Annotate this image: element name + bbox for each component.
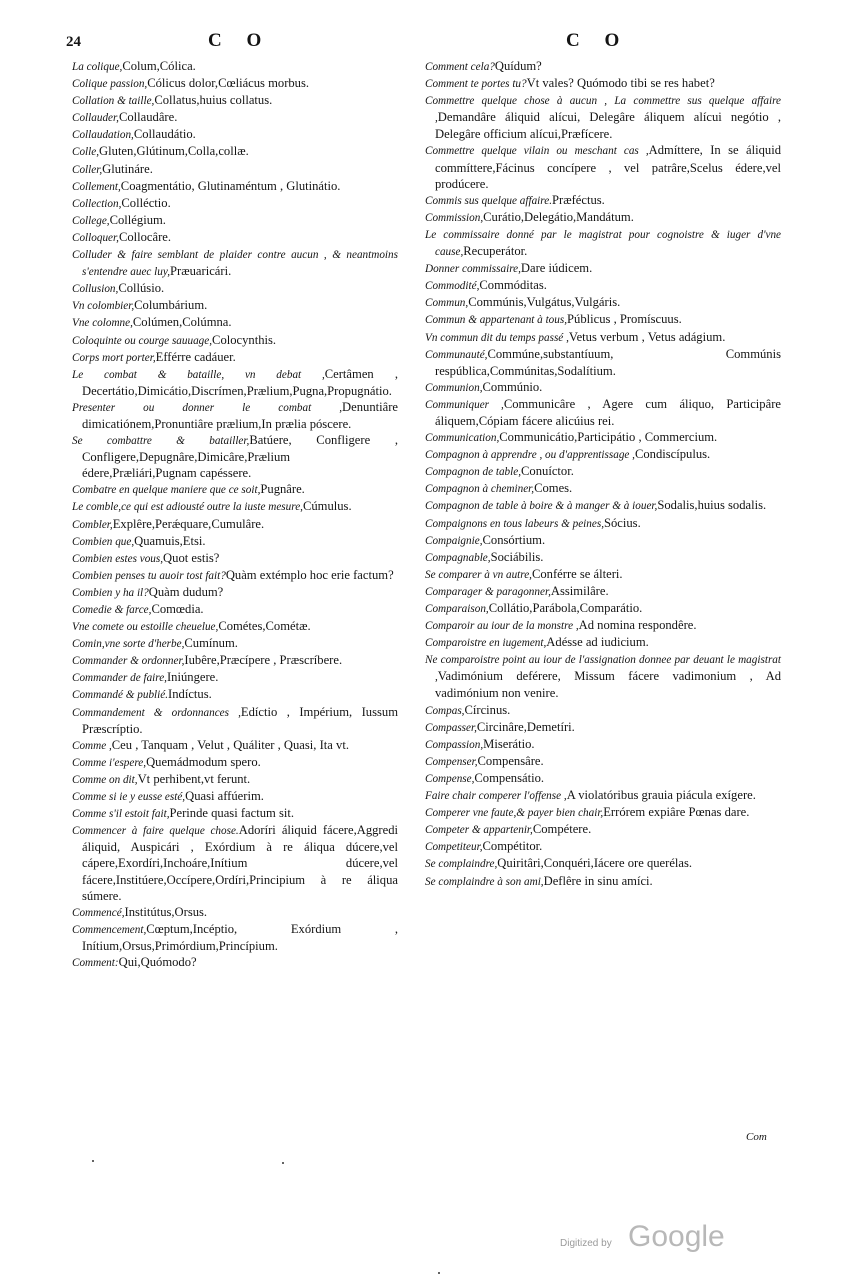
- entry-french-headword: Coller,: [72, 163, 103, 176]
- entry-french-headword: Competiteur,: [425, 841, 483, 854]
- entry-latin-gloss: Ad nomina respondêre.: [578, 618, 697, 633]
- entry-latin-gloss: Círcinus.: [464, 702, 511, 717]
- entry-latin-gloss: Certâmen , Decertátio,Dimicátio,Discrímen,Prælium,Pugna,Propugnátio.: [82, 366, 398, 398]
- entry-latin-gloss: Efférre cadáuer.: [155, 349, 236, 364]
- entry-french-headword: Comment:: [72, 956, 119, 969]
- entry-french-headword: Collection,: [72, 197, 122, 210]
- dictionary-entry: [72, 212, 398, 229]
- entry-latin-gloss: Batúere, Confligere , Confligere,Depugnâre,Dimicâre,Prælium édere,Præliári,Pugnam capéssere.: [82, 433, 399, 481]
- entry-latin-gloss: Recuperátor.: [463, 244, 528, 259]
- dictionary-entry: [72, 75, 398, 92]
- dictionary-entry: [425, 787, 781, 804]
- dictionary-entry: [72, 92, 398, 109]
- entry-french-headword: Vne comete ou estoille cheuelue,: [72, 621, 219, 634]
- entry-french-headword: Commettre quelque vilain ou meschant cas ,: [425, 145, 649, 158]
- entry-latin-gloss: Conuíctor.: [521, 464, 574, 479]
- entry-french-headword: Combatre en quelque maniere que ce soit,: [72, 484, 261, 497]
- entry-latin-gloss: Vadimónium deférere, Missum fácere vadimonium , Ad vadimónium non venire.: [435, 669, 781, 701]
- entry-french-headword: Le commissaire donné par le magistrat pour cognoistre & iuger d'vne cause,: [425, 228, 781, 259]
- entry-latin-gloss: Compensátio.: [474, 770, 545, 785]
- entry-french-headword: Comparaison,: [425, 603, 489, 615]
- entry-french-headword: Commodité,: [425, 280, 480, 293]
- dictionary-entry: [425, 855, 781, 872]
- dictionary-entry: [425, 294, 781, 311]
- entry-latin-gloss: Sodalis,huius sodalis.: [657, 498, 767, 513]
- entry-french-headword: Collusion,: [72, 283, 119, 296]
- entry-french-headword: Le combat & bataille, vn debat ,: [72, 368, 325, 381]
- dictionary-entry: [425, 838, 781, 855]
- dictionary-entry: [425, 192, 781, 209]
- entry-french-headword: Combien penses tu auoir tost fait?: [72, 569, 226, 582]
- entry-latin-gloss: Coagmentátio, Glutinaméntum , Glutinátio.: [120, 178, 341, 193]
- entry-french-headword: Compagnon à apprendre , ou d'apprentissage ,: [425, 449, 635, 462]
- entry-french-headword: Vn colombier,: [72, 300, 135, 313]
- entry-french-headword: Commencement,: [72, 923, 147, 936]
- entry-french-headword: Donner commissaire,: [425, 263, 521, 276]
- entry-french-headword: Colle,: [72, 146, 100, 159]
- dictionary-entry: [72, 332, 398, 349]
- entry-latin-gloss: Collúsio.: [118, 281, 165, 296]
- entry-french-headword: Compagnon à cheminer,: [425, 483, 535, 496]
- entry-latin-gloss: Vt perhibent,vt ferunt.: [137, 771, 251, 786]
- dictionary-entry: [425, 634, 781, 651]
- entry-french-headword: Se complaindre,: [425, 858, 498, 871]
- entry-latin-gloss: Perinde quasi factum sit.: [169, 806, 295, 821]
- dictionary-entry: [425, 497, 781, 514]
- entry-latin-gloss: Vt vales? Quómodo tibi se res habet?: [526, 76, 715, 91]
- dictionary-entry: [72, 349, 398, 366]
- dictionary-entry: [72, 904, 398, 921]
- dictionary-entry: [72, 550, 398, 567]
- running-head-right-letters: C O: [566, 30, 630, 51]
- dictionary-entry: [72, 432, 398, 481]
- entry-latin-gloss: Curátio,Delegátio,Mandátum.: [483, 209, 634, 224]
- entry-latin-gloss: Pugnâre.: [260, 482, 305, 497]
- entry-french-headword: Combien y ha il?: [72, 586, 149, 599]
- dictionary-entry: [425, 75, 781, 92]
- entry-french-headword: Se comparer à vn autre,: [425, 568, 532, 581]
- entry-latin-gloss: Collaudátio.: [133, 127, 196, 142]
- dictionary-entry: [425, 142, 781, 191]
- entry-french-headword: Coloquinte ou courge sauuage,: [72, 334, 213, 347]
- entry-french-headword: Commander de faire,: [72, 672, 167, 685]
- dictionary-entry: [72, 771, 398, 788]
- entry-french-headword: College,: [72, 214, 110, 227]
- entry-french-headword: Compense,: [425, 772, 475, 785]
- entry-latin-gloss: Columbárium.: [134, 298, 208, 313]
- dictionary-entry: [72, 109, 398, 126]
- entry-latin-gloss: Públicus , Promíscuus.: [567, 312, 682, 327]
- dictionary-entry: [425, 463, 781, 480]
- dictionary-entry: [425, 770, 781, 787]
- entry-latin-gloss: Cumínum.: [184, 636, 238, 651]
- catchword: Com: [746, 1131, 767, 1143]
- dictionary-entry: [72, 178, 398, 195]
- dictionary-entry: [72, 297, 398, 314]
- entry-french-headword: Comme i'espere,: [72, 756, 147, 769]
- dictionary-entry: [72, 788, 398, 805]
- entry-latin-gloss: Adoríri áliquid fácere,Aggredi áliquid, Auspicári , Exórdium à re áliqua dúcere,vel cápere,Exordíri,Inchoáre,Inítium dúcere,vel fácere,Institúere,Occípere,Ordíri,Principium à re áliqua súmere.: [82, 823, 398, 903]
- entry-french-headword: Commander & ordonner,: [72, 655, 185, 668]
- entry-french-headword: Se complaindre à son ami,: [425, 875, 544, 888]
- entry-french-headword: Collation & taille,: [72, 95, 155, 108]
- entry-latin-gloss: A violatóribus grauia piácula exígere.: [566, 788, 756, 803]
- dictionary-entry: [425, 583, 781, 600]
- dictionary-entry: [72, 635, 398, 652]
- entry-latin-gloss: Sócius.: [604, 515, 641, 530]
- dictionary-entry: [425, 311, 781, 328]
- print-speck: [438, 1272, 440, 1274]
- entry-latin-gloss: Institútus,Orsus.: [124, 904, 208, 919]
- dictionary-entry: [425, 379, 781, 396]
- entry-latin-gloss: Collégium.: [109, 212, 166, 227]
- entry-french-headword: Combien que,: [72, 535, 135, 548]
- entry-french-headword: Colique passion,: [72, 78, 148, 91]
- entry-latin-gloss: Condiscípulus.: [634, 447, 711, 462]
- entry-latin-gloss: Comœdia.: [151, 602, 204, 616]
- dictionary-entry: [72, 704, 398, 737]
- entry-french-headword: Collaudation,: [72, 129, 134, 142]
- entry-french-headword: Combien estes vous,: [72, 552, 164, 565]
- dictionary-entry: [72, 754, 398, 771]
- entry-latin-gloss: Sociábilis.: [490, 549, 544, 564]
- print-speck: [92, 1160, 94, 1162]
- entry-french-headword: Se combattre & batailler,: [72, 435, 250, 448]
- entry-latin-gloss: Quamuis,Etsi.: [134, 533, 206, 548]
- dictionary-entry: [425, 480, 781, 497]
- entry-french-headword: Commencé,: [72, 906, 125, 919]
- entry-french-headword: Commandement & ordonnances ,: [72, 706, 241, 719]
- dictionary-entry: [425, 873, 781, 890]
- entry-french-headword: Comin,vne sorte d'herbe,: [72, 638, 185, 651]
- entry-latin-gloss: Denuntiâre dimicatiónem,Pronuntiâre prælium,In prælia póscere.: [82, 399, 398, 431]
- dictionary-entry: [425, 209, 781, 226]
- entry-latin-gloss: Quàm extémplo hoc erie factum?: [225, 567, 394, 582]
- dictionary-entry: [425, 736, 781, 753]
- dictionary-entry: [425, 396, 781, 429]
- entry-french-headword: Faire chair comperer l'offense ,: [425, 790, 567, 803]
- entry-latin-gloss: Collatus,huius collatus.: [154, 93, 273, 108]
- entry-latin-gloss: Comes.: [534, 481, 573, 496]
- entry-latin-gloss: Admíttere, In se áliquid commíttere,Fácinus concípere , vel patrâre,Scelus édere,vel prodúcere.: [435, 143, 781, 191]
- entry-latin-gloss: Collátio,Parábola,Comparátio.: [488, 601, 643, 615]
- entry-latin-gloss: Miserátio.: [483, 736, 535, 751]
- dictionary-entry: [72, 246, 398, 280]
- dictionary-entry: [425, 617, 781, 634]
- dictionary-entry: [72, 669, 398, 686]
- dictionary-entry: [72, 652, 398, 669]
- entry-latin-gloss: Colocynthis.: [212, 332, 277, 347]
- dictionary-entry: [425, 549, 781, 566]
- entry-latin-gloss: Præuaricári.: [170, 264, 232, 279]
- entry-french-headword: Communauté,: [425, 348, 488, 361]
- entry-latin-gloss: Commóditas.: [479, 278, 547, 293]
- entry-latin-gloss: Communicâre , Agere cum áliquo, Participâre áliquem,Cópiam fácere alicúius rei.: [435, 396, 781, 428]
- entry-latin-gloss: Commúnis,Vulgátus,Vulgáris.: [468, 295, 621, 310]
- entry-french-headword: Vn commun dit du temps passé ,: [425, 331, 569, 344]
- dictionary-entry: [425, 719, 781, 736]
- dictionary-entry: [72, 737, 398, 754]
- entry-latin-gloss: Cométes,Cométæ.: [218, 619, 311, 634]
- entry-french-headword: Vne colomne,: [72, 317, 133, 330]
- dictionary-entry: [425, 566, 781, 583]
- dictionary-entry: [425, 260, 781, 277]
- entry-french-headword: Comme si ie y eusse esté,: [72, 791, 186, 804]
- entry-latin-gloss: Adésse ad iudicium.: [546, 635, 649, 650]
- entry-french-headword: Commettre quelque chose à aucun , La commettre sus quelque affaire ,: [425, 95, 781, 125]
- entry-latin-gloss: Edíctio , Impérium, Iussum Præscríptio.: [82, 704, 398, 736]
- dictionary-entry: [72, 161, 398, 178]
- dictionary-entry: [72, 126, 398, 143]
- dictionary-entry: [425, 429, 781, 446]
- dictionary-entry: [72, 229, 398, 246]
- entry-french-headword: Comme s'il estoit fait,: [72, 808, 170, 821]
- entry-french-headword: Competer & appartenir,: [425, 824, 533, 837]
- print-speck: [282, 1162, 284, 1164]
- entry-latin-gloss: Indíctus.: [168, 687, 212, 702]
- entry-latin-gloss: Qui,Quómodo?: [118, 954, 197, 969]
- dictionary-entry: [425, 58, 781, 75]
- entry-latin-gloss: Consórtium.: [482, 532, 546, 547]
- entry-french-headword: Collement,: [72, 180, 121, 193]
- dictionary-entry: [425, 92, 781, 142]
- dictionary-entry: [72, 921, 398, 954]
- running-head-left-letters: C O: [208, 30, 272, 51]
- dictionary-entry: [72, 686, 398, 703]
- entry-french-headword: La colique,: [72, 61, 123, 73]
- entry-latin-gloss: Vetus verbum , Vetus adágium.: [568, 329, 726, 344]
- entry-latin-gloss: Compensâre.: [477, 753, 544, 768]
- entry-latin-gloss: Cúmulus.: [302, 499, 352, 514]
- dictionary-entry: [425, 532, 781, 549]
- dictionary-entry: [72, 143, 398, 160]
- entry-french-headword: Commun & appartenant à tous,: [425, 314, 568, 327]
- entry-french-headword: Communion,: [425, 381, 483, 394]
- entry-french-headword: Colluder & faire semblant de plaider contre aucun , & neantmoins s'entendre auec luy,: [72, 249, 398, 279]
- dictionary-entry: [72, 314, 398, 331]
- dictionary-entry: [72, 618, 398, 635]
- entry-latin-gloss: Quiritâri,Conquéri,Iácere ore querélas.: [497, 856, 693, 871]
- dictionary-entry: [72, 567, 398, 584]
- dictionary-entry: [425, 600, 781, 617]
- entry-french-headword: Compagnon de table,: [425, 466, 522, 479]
- entry-latin-gloss: Quemádmodum spero.: [146, 754, 261, 769]
- running-head: [66, 30, 786, 56]
- dictionary-entry: [72, 399, 398, 432]
- entry-latin-gloss: Commúnio.: [482, 379, 543, 394]
- entry-french-headword: Commis sus quelque affaire.: [425, 194, 552, 207]
- dictionary-entry: [72, 601, 398, 618]
- dictionary-entry: [72, 280, 398, 297]
- page-number: 24: [66, 34, 81, 50]
- entry-french-headword: Comparager & paragonner,: [425, 585, 551, 598]
- dictionary-entry: [72, 481, 398, 498]
- entry-french-headword: Ne comparoistre point au iour de l'assignation donnee par deuant le magistrat ,: [425, 654, 781, 684]
- dictionary-entry: [72, 58, 398, 75]
- dictionary-entry: [72, 498, 398, 515]
- entry-latin-gloss: Assimilâre.: [550, 583, 609, 598]
- entry-latin-gloss: Præféctus.: [552, 192, 605, 207]
- entry-latin-gloss: Gluten,Glútinum,Colla,collæ.: [99, 144, 249, 159]
- entry-french-headword: Compenser,: [425, 755, 478, 768]
- entry-latin-gloss: Collocâre.: [118, 229, 172, 244]
- entry-french-headword: Corps mort porter,: [72, 351, 156, 364]
- entry-french-headword: Comment cela?: [425, 61, 495, 73]
- entry-french-headword: Commission,: [425, 211, 484, 224]
- entry-latin-gloss: Deflêre in sinu amíci.: [543, 873, 653, 888]
- entry-latin-gloss: Ceu , Tanquam , Velut , Quáliter , Quasi, Ita vt.: [111, 737, 349, 752]
- entry-latin-gloss: Quídum?: [494, 59, 542, 73]
- entry-latin-gloss: Cólicus dolor,Cœliácus morbus.: [147, 76, 310, 91]
- entry-latin-gloss: Colúmen,Colúmna.: [132, 315, 232, 330]
- dictionary-entry: [425, 446, 781, 463]
- entry-french-headword: Comparoistre en iugement,: [425, 637, 547, 650]
- entry-latin-gloss: Demandâre áliquid alícui, Delegâre áliquem alícui negótio , Delegâre officium alícui,Præfícere.: [435, 110, 781, 142]
- entry-french-headword: Communiquer ,: [425, 398, 504, 411]
- dictionary-entry: [425, 702, 781, 719]
- entry-french-headword: Comperer vne faute,& payer bien chair,: [425, 807, 604, 820]
- entry-latin-gloss: Cœptum,Incéptio, Exórdium , Inítium,Orsus,Primórdium,Princípium.: [82, 921, 398, 953]
- entry-latin-gloss: Compétere.: [532, 822, 592, 837]
- entry-french-headword: Compasser,: [425, 721, 477, 734]
- dictionary-entry: [72, 822, 398, 903]
- entry-latin-gloss: Compétitor.: [482, 839, 543, 854]
- entry-latin-gloss: Quot estis?: [163, 550, 220, 565]
- dictionary-entry: [425, 277, 781, 294]
- digitization-watermark: [560, 1220, 740, 1260]
- entry-french-headword: Collauder,: [72, 112, 119, 125]
- dictionary-entry: [72, 805, 398, 822]
- entry-french-headword: Combler,: [72, 518, 113, 531]
- entry-french-headword: Comme on dit,: [72, 773, 138, 786]
- entry-latin-gloss: Colléctio.: [121, 195, 171, 210]
- dictionary-entry: [72, 954, 398, 971]
- entry-french-headword: Comparoir au iour de la monstre ,: [425, 620, 579, 633]
- entry-french-headword: Commun,: [425, 297, 469, 310]
- left-column: [72, 58, 398, 971]
- entry-french-headword: Presenter ou donner le combat ,: [72, 401, 343, 414]
- dictionary-entry: [425, 651, 781, 701]
- dictionary-entry: [72, 533, 398, 550]
- entry-french-headword: Comment te portes tu?: [425, 78, 527, 91]
- entry-latin-gloss: Circinâre,Demetíri.: [476, 719, 575, 734]
- entry-latin-gloss: Dare iúdicem.: [520, 261, 593, 276]
- entry-french-headword: Le comble,ce qui est adiousté outre la iuste mesure,: [72, 501, 303, 514]
- entry-latin-gloss: Quasi affúerim.: [185, 789, 264, 804]
- entry-latin-gloss: Errórem expiâre Pœnas dare.: [603, 805, 750, 820]
- entry-french-headword: Colloquer,: [72, 231, 119, 244]
- dictionary-entry: [425, 515, 781, 532]
- entry-french-headword: Commandé & publié.: [72, 689, 169, 702]
- entry-french-headword: Compas,: [425, 704, 465, 717]
- entry-french-headword: Commencer à faire quelque chose.: [72, 825, 239, 838]
- dictionary-entry: [425, 226, 781, 260]
- entry-french-headword: Comme ,: [72, 739, 112, 752]
- dictionary-entry: [72, 584, 398, 601]
- dictionary-entry: [425, 329, 781, 346]
- dictionary-entry: [425, 346, 781, 379]
- entry-french-headword: Compassion,: [425, 738, 484, 751]
- dictionary-entry: [72, 366, 398, 399]
- entry-french-headword: Compaignons en tous labeurs & peines,: [425, 517, 604, 530]
- entry-latin-gloss: Colum,Cólica.: [122, 59, 196, 73]
- entry-latin-gloss: Collaudâre.: [118, 110, 178, 125]
- watermark-prefix: Digitized by: [560, 1238, 612, 1249]
- dictionary-entry: [72, 195, 398, 212]
- dictionary-entry: [425, 821, 781, 838]
- watermark-brand: Google: [628, 1220, 725, 1253]
- entry-latin-gloss: Commúne,substantíuum, Commúnis respública,Commúnitas,Sodalítium.: [435, 346, 781, 378]
- right-column: [425, 58, 781, 890]
- entry-latin-gloss: Iniúngere.: [166, 670, 219, 685]
- entry-latin-gloss: Glutináre.: [102, 161, 153, 176]
- dictionary-entry: [425, 753, 781, 770]
- entry-latin-gloss: Iubêre,Præcípere , Præscríbere.: [184, 653, 343, 668]
- entry-french-headword: Compagnable,: [425, 551, 491, 564]
- entry-french-headword: Compagnon de table à boire & à manger & à iouer,: [425, 500, 658, 513]
- entry-latin-gloss: Quàm dudum?: [148, 584, 224, 599]
- entry-latin-gloss: Explêre,Perǽquare,Cumulâre.: [112, 516, 265, 531]
- dictionary-entry: [72, 516, 398, 533]
- entry-latin-gloss: Communicátio,Participátio , Commercium.: [499, 430, 718, 445]
- entry-latin-gloss: Conférre se álteri.: [531, 566, 623, 581]
- entry-french-headword: Compaignie,: [425, 534, 483, 547]
- entry-french-headword: Comedie & farce,: [72, 604, 152, 616]
- entry-french-headword: Communication,: [425, 432, 500, 445]
- dictionary-entry: [425, 804, 781, 821]
